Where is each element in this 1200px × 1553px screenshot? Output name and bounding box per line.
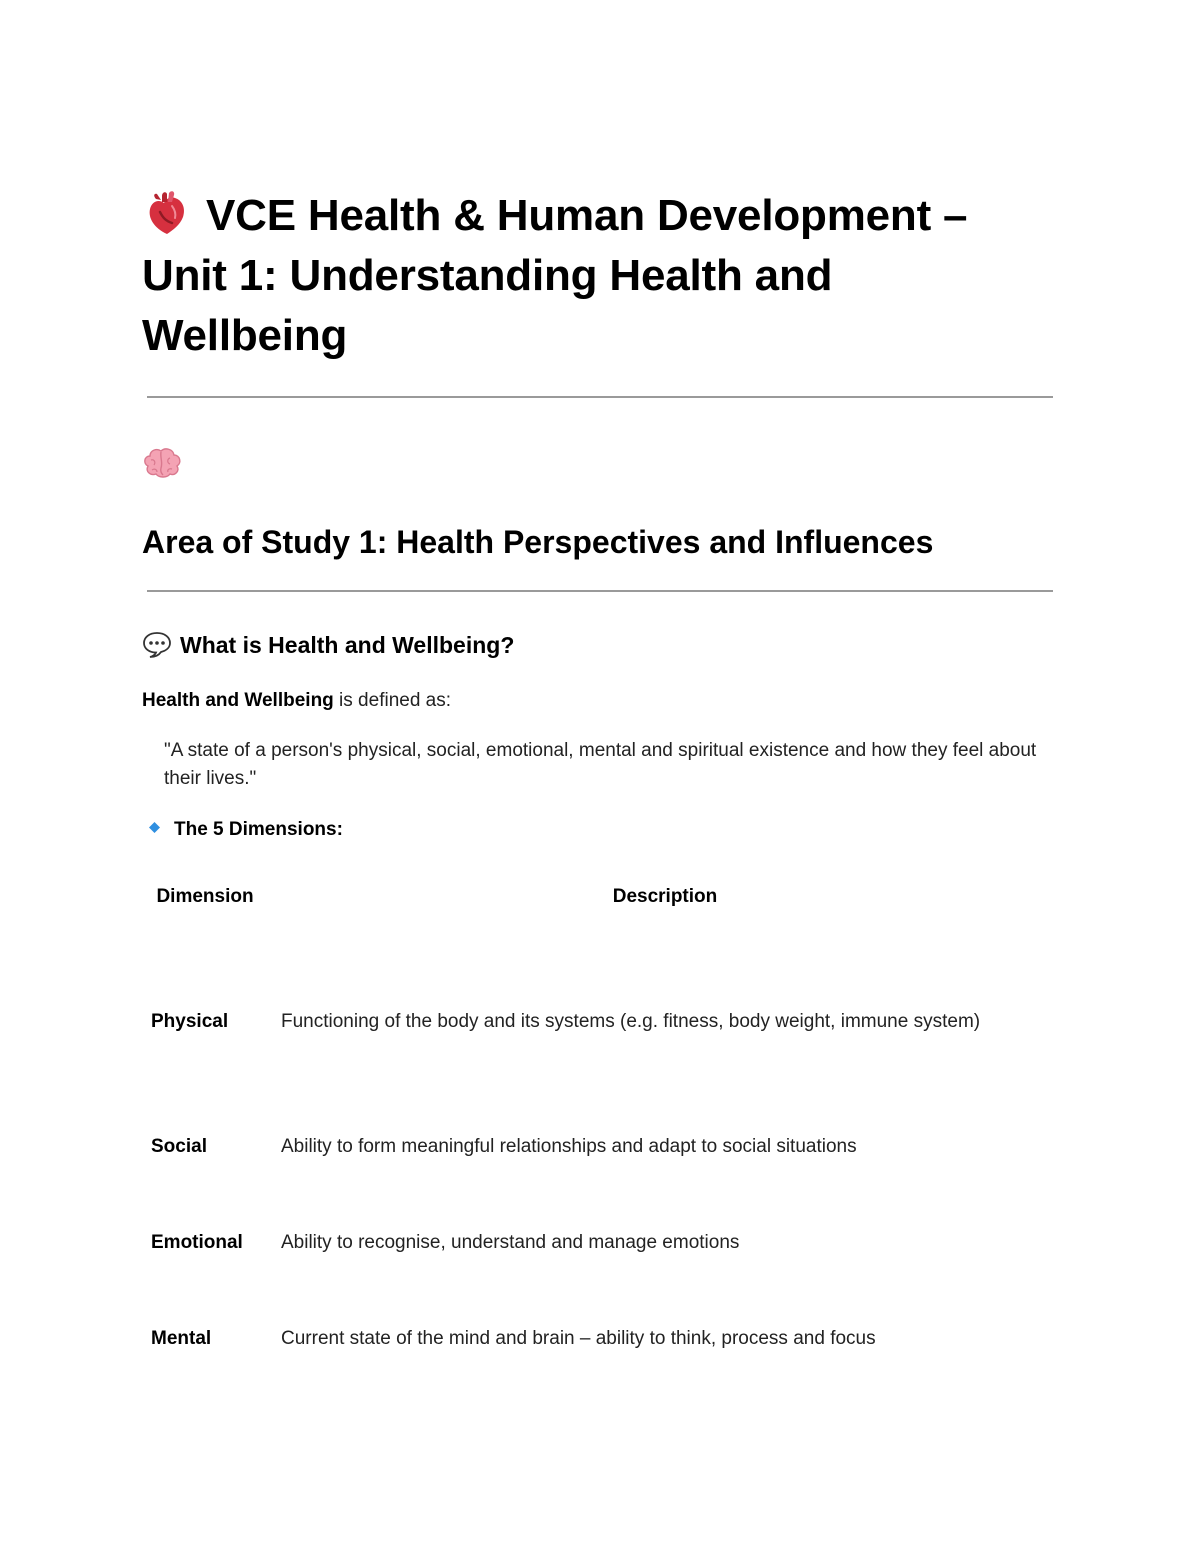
section-heading: Area of Study 1: Health Perspectives and Influences (142, 524, 934, 560)
speech-bubble-icon (142, 630, 172, 658)
description-cell: Functioning of the body and its systems (e.g. fitness, body weight, immune system) (281, 1011, 981, 1032)
document-title-text: VCE Health & Human Development – Unit 1: Understanding Health and Wellbeing (142, 191, 968, 360)
definition-quote: "A state of a person's physical, social, emotional, mental and spiritual existence and how they feel about their lives." (164, 740, 1037, 789)
dimension-cell: Emotional (151, 1232, 243, 1253)
dimension-cell: Mental (151, 1328, 212, 1349)
subsection-heading-text: What is Health and Wellbeing? (180, 632, 515, 658)
document-title (142, 186, 1042, 366)
description-cell: Ability to recognise, understand and manage emotions (281, 1232, 740, 1253)
brain-icon (142, 446, 182, 478)
table-header-description: Description (612, 886, 718, 907)
dimensions-heading (149, 816, 343, 844)
description-cell: Current state of the mind and brain – ability to think, process and focus (281, 1328, 876, 1349)
dimensions-heading-text: The 5 Dimensions: (174, 819, 343, 840)
definition-term: Health and Wellbeing (142, 690, 334, 711)
anatomical-heart-icon (142, 190, 192, 238)
horizontal-rule (147, 590, 1053, 592)
horizontal-rule (147, 396, 1053, 398)
definition-rest: is defined as: (333, 690, 452, 711)
description-cell: Ability to form meaningful relationships and adapt to social situations (281, 1136, 857, 1157)
definition-line (142, 687, 451, 715)
dimension-cell: Physical (151, 1011, 229, 1032)
dimension-cell: Social (151, 1136, 207, 1157)
blue-diamond-icon (149, 822, 160, 833)
subsection-heading (142, 628, 514, 662)
table-header-dimension: Dimension (156, 886, 254, 907)
